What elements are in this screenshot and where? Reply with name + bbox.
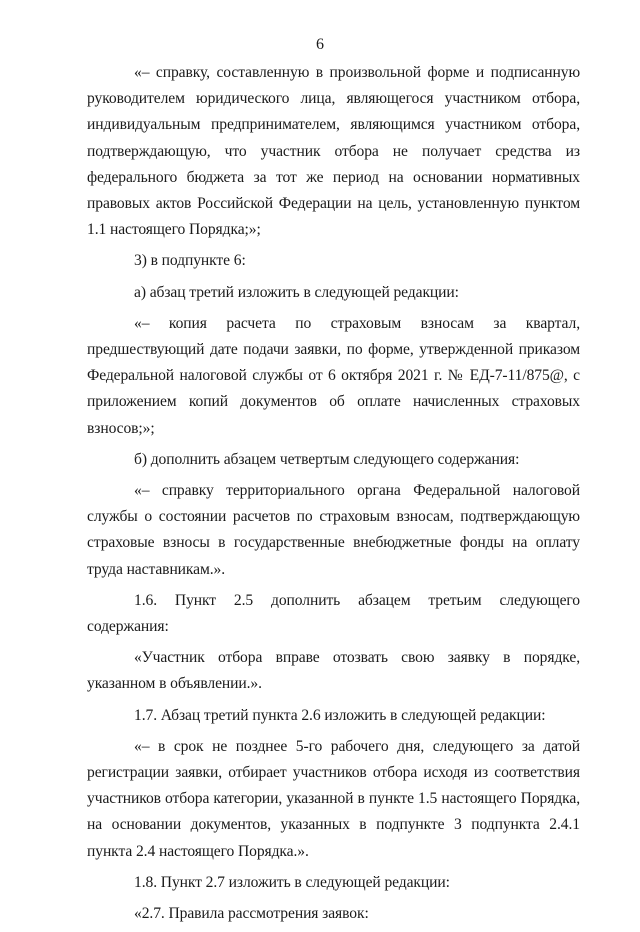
paragraph-certificate: «– справку, составленную в произвольной форме и подписанную руководителем юридического лица, являющегося участником отбора, индивидуальным предпринимателем, являющимся участником отбора, подтверждающую, что участник отбора не получает средства из федерального бюджета за тот же период на основании нормативных правовых актов Российской Федерации на цель, установленную пунктом 1.1 настоящего Порядка;»; (87, 64, 580, 239)
page-number: 6 (316, 36, 324, 53)
paragraph-2-7-rules: «2.7. Правила рассмотрения заявок: (134, 905, 369, 923)
paragraph-calculation-copy: «– копия расчета по страховым взносам за квартал, предшествующий дате подачи заявки, по форме, утвержденной приказом Федеральной налоговой службы от 6 октября 2021 г. № ЕД-7-11/875@, с приложением копий документов об оплате начисленных страховых взносов;»; (87, 314, 580, 437)
document-body (87, 60, 580, 932)
paragraph-tax-certificate: «– справку территориального органа Федеральной налоговой службы о состоянии расчетов по страховым взносам, подтверждающую страховые взносы в государственные внебюджетные фонды на оплату труда наставникам.». (87, 482, 580, 578)
paragraph-selection-deadline: «– в срок не позднее 5-го рабочего дня, следующего за датой регистрации заявки, отбирает участников отбора исходя из соответствия участников отбора категории, указанной в пункте 1.5 настоящего Порядка, на основании документов, указанных в подпункте 3 подпункта 2.4.1 пункта 2.4 настоящего Порядка.». (87, 737, 580, 860)
paragraph-item-b: б) дополнить абзацем четвертым следующего содержания: (134, 450, 520, 468)
paragraph-item-a: а) абзац третий изложить в следующей редакции: (134, 283, 459, 301)
paragraph-subpoint-6: 3) в подпункте 6: (134, 252, 246, 270)
paragraph-1-6: 1.6. Пункт 2.5 дополнить абзацем третьим следующего содержания: (87, 591, 580, 636)
paragraph-1-7: 1.7. Абзац третий пункта 2.6 изложить в следующей редакции: (134, 706, 546, 724)
paragraph-1-8: 1.8. Пункт 2.7 изложить в следующей редакции: (134, 873, 450, 891)
paragraph-withdraw-application: «Участник отбора вправе отозвать свою заявку в порядке, указанном в объявлении.». (87, 649, 580, 693)
